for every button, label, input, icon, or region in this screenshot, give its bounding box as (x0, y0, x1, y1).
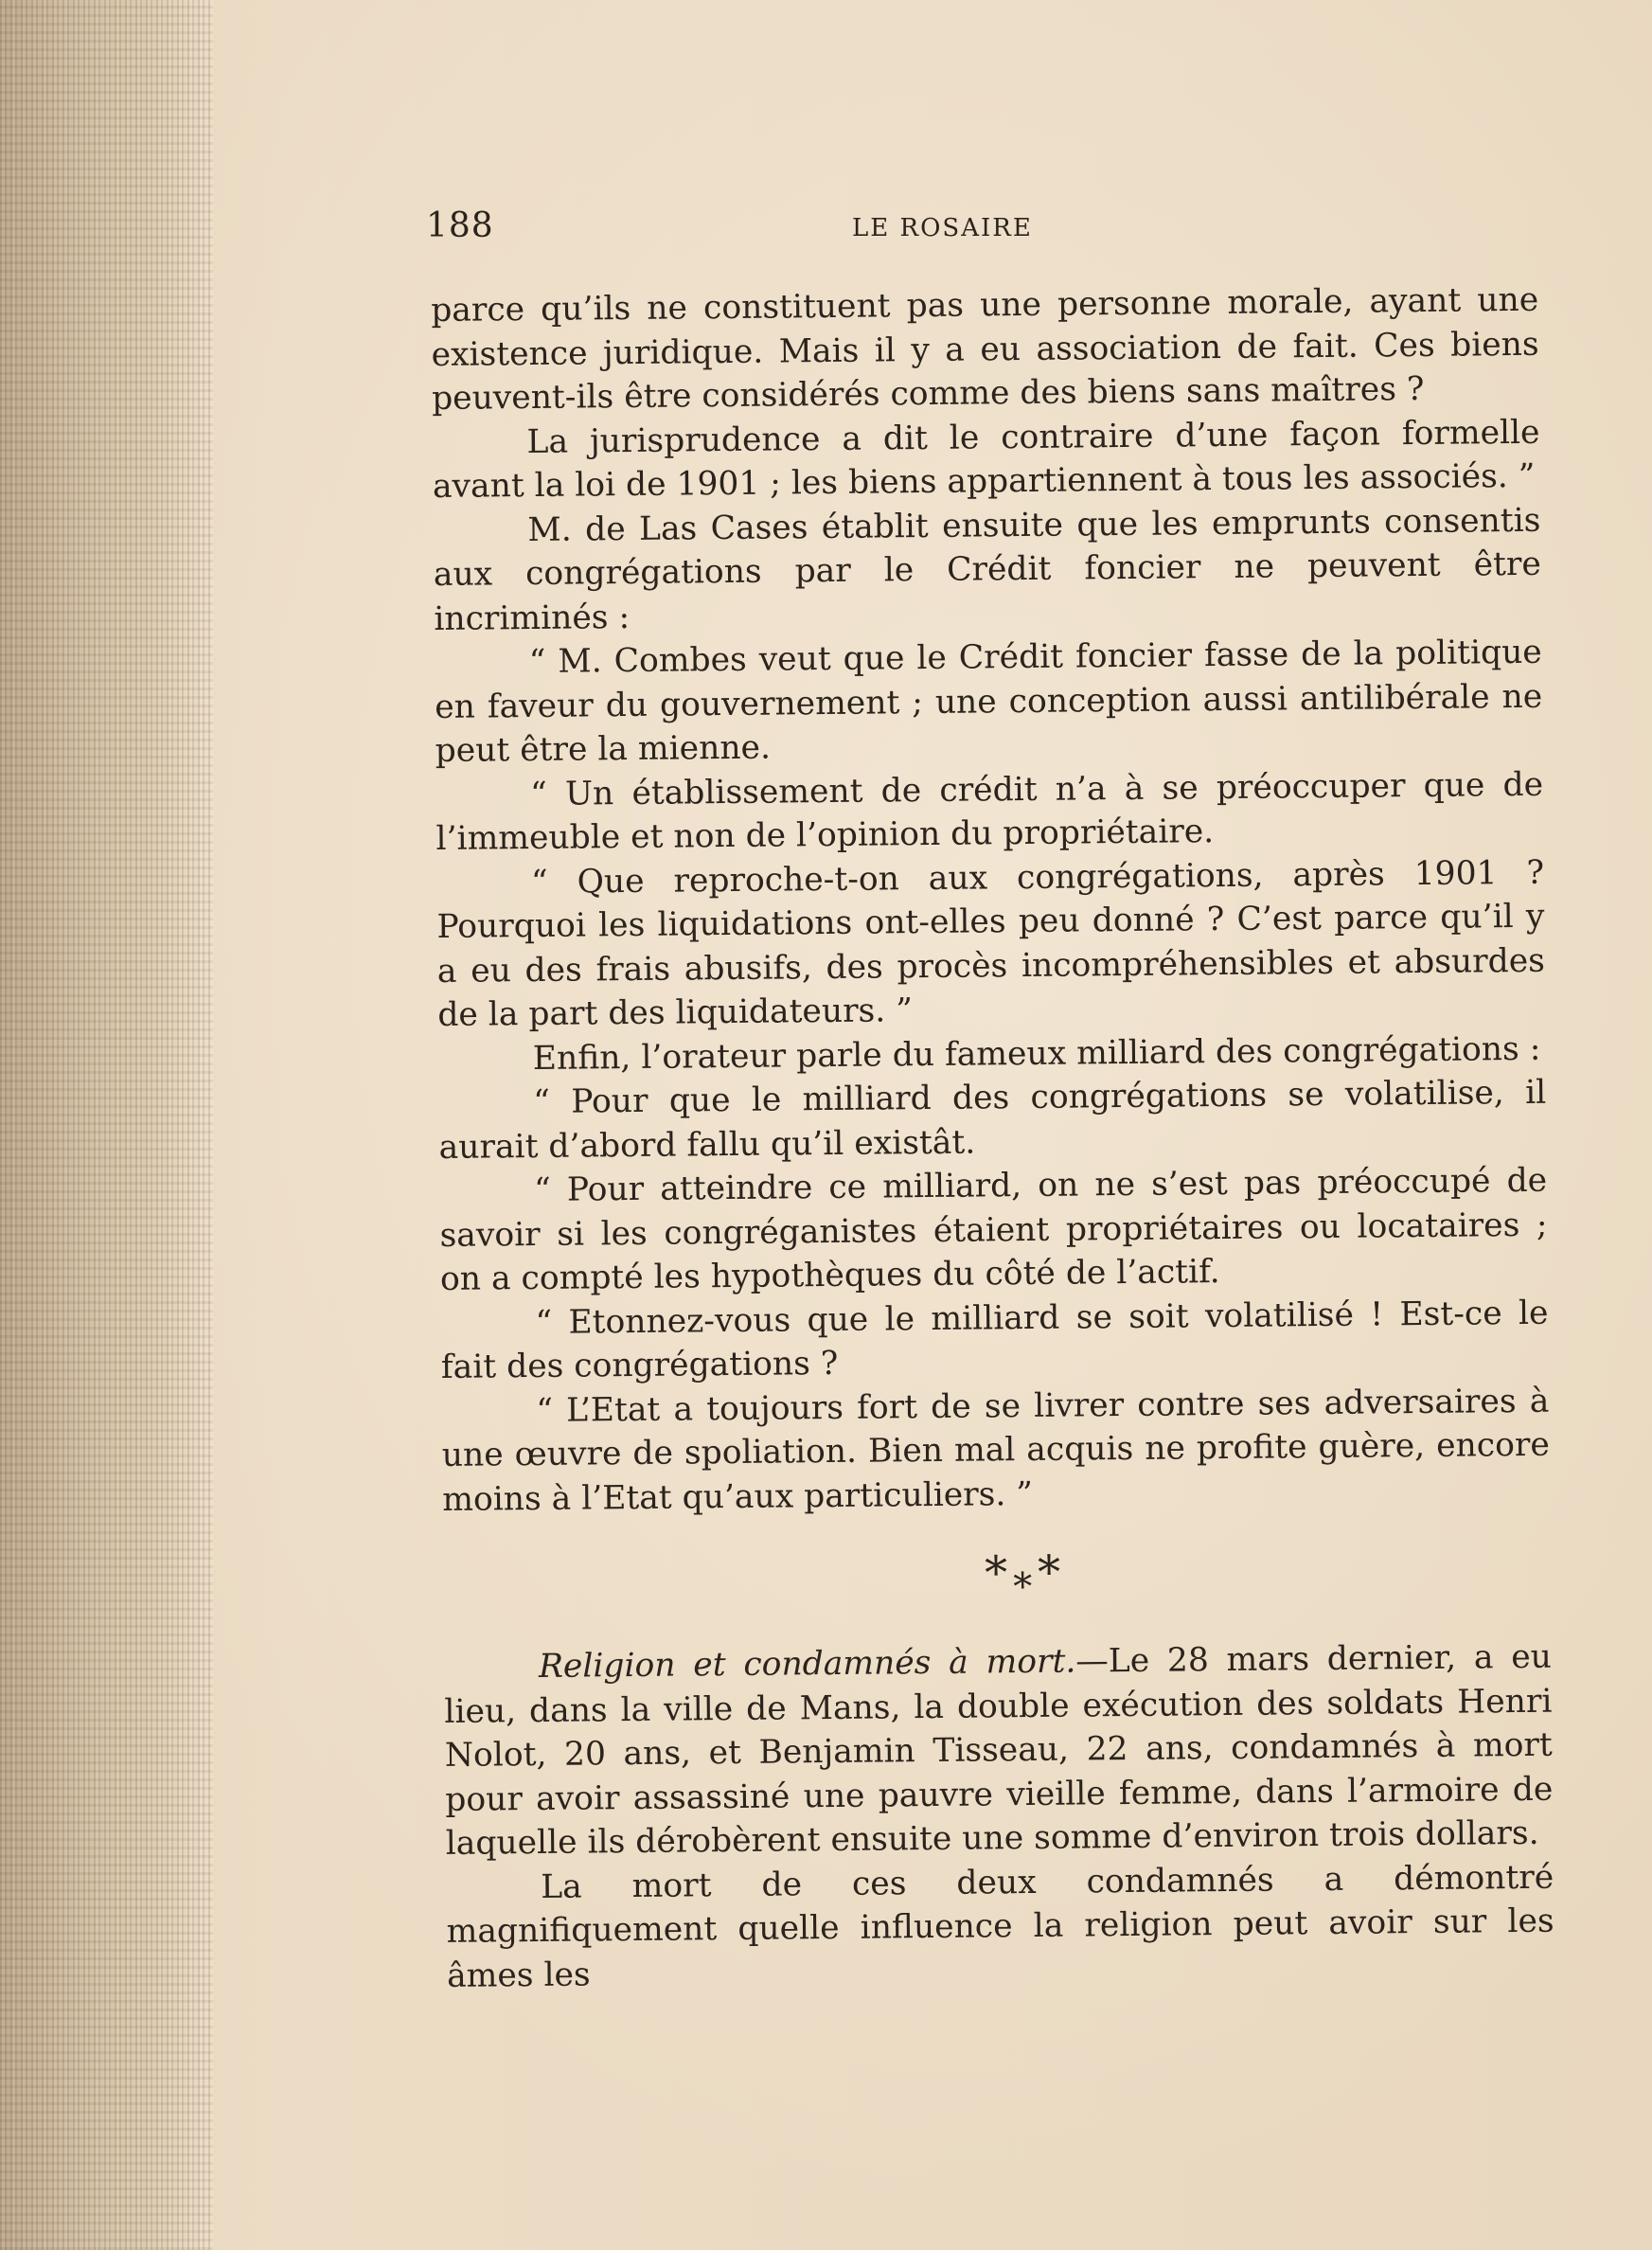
asterisk: * (1012, 1564, 1039, 1610)
section-separator (500, 1540, 1552, 1610)
quoted-paragraph: “ Que reproche-t-on aux congrégations, après 1901 ? Pourquoi les liquidations ont-elles peu donné ? C’est parce qu’il y a eu des frais abusifs, des procès incompréhensibles et absurdes de la part des liquidateurs. ” (436, 853, 1546, 1034)
running-head (426, 206, 1543, 254)
quoted-paragraph: “ Etonnez-vous que le milliard se soit volatilisé ! Est-ce le fait des congrégations ? (440, 1294, 1549, 1386)
book-spine-shadow (0, 0, 213, 2250)
paragraph: M. de Las Cases établit ensuite que les emprunts consentis aux congrégations par le Crédit foncier ne peuvent être incriminés : (433, 501, 1542, 638)
asterisk: * (984, 1546, 1014, 1600)
quoted-paragraph: “ Pour que le milliard des congrégations se volatilise, il aurait d’abord fallu qu’il existât. (438, 1073, 1547, 1167)
quoted-paragraph: “ L’Etat a toujours fort de se livrer contre ses adversaires à une œuvre de spoliation. Bien mal acquis ne profite guère, encore moins à l’Etat qu’aux particuliers. ” (441, 1382, 1550, 1519)
quoted-paragraph: “ Un établissement de crédit n’a à se préoccuper que de l’immeuble et non de l’opinion du propriétaire. (435, 765, 1544, 858)
running-title: LE ROSAIRE (852, 214, 1033, 242)
quoted-paragraph: “ Pour atteindre ce milliard, on ne s’est pas préoccupé de savoir si les congréganistes étaient propriétaires ou locataires ; on a compté les hypothèques du côté de l’actif. (439, 1161, 1548, 1298)
section-heading: Religion et condamnés à mort. (538, 1642, 1076, 1686)
paragraph-text: —Le 28 mars dernier, a eu lieu, dans la ville de Mans, la double exécution des soldats Henri Nolot, 20 ans, et Benjamin Tisseau, 22 ans, condamnés à mort pour avoir assassiné une pauvre vieille femme, dans l’armoire de laquelle ils dérobèrent ensuite une somme d’environ trois dollars. (444, 1637, 1554, 1863)
paragraph: La jurisprudence a dit le contraire d’une façon formelle avant la loi de 1901 ; les biens appartiennent à tous les associés. ” (432, 413, 1540, 506)
asterisk: * (1037, 1545, 1067, 1599)
paragraph (444, 1635, 1554, 1866)
paragraph: Enfin, l’orateur parle du fameux milliard des congrégations : (532, 1029, 1541, 1078)
paragraph: parce qu’ils ne constituent pas une personne morale, ayant une existence juridique. Mais il y a eu association de fait. Ces biens peuvent-ils être considérés comme des biens sans maîtres ? (431, 280, 1539, 418)
paragraph: La mort de ces deux condamnés a démontré magnifiquement quelle influence la religion peut avoir sur les âmes les (446, 1858, 1554, 1995)
page-number: 188 (426, 206, 494, 245)
quoted-paragraph: “ M. Combes veut que le Crédit foncier fasse de la politique en faveur du gouvernement ; une conception aussi antilibérale ne peut être la mienne. (435, 633, 1543, 770)
body-text (431, 278, 1554, 1998)
